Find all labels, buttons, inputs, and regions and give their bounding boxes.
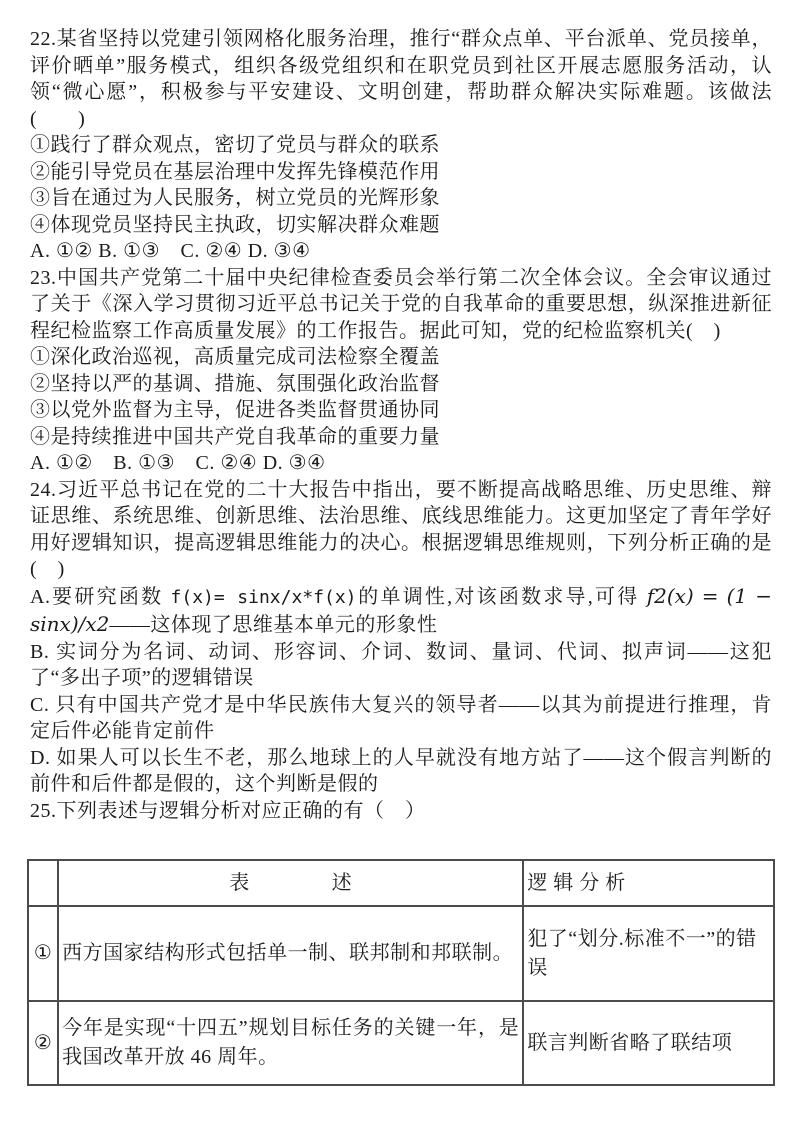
row-1-number: ① (28, 906, 58, 1001)
table-row (28, 906, 774, 1001)
question-23-stem: 23.中国共产党第二十届中央纪律检查委员会举行第二次全体会议。全会审议通过了关于《深入学习贯彻习近平总书记关于党的自我革命的重要思想，纵深推进新征程纪检监察工作高质量发展》的工作报告。据此可知，党的纪检监察机关( ) (30, 266, 772, 342)
question-24-option-c: C. 只有中国共产党才是中华民族伟大复兴的领导者——以其为前提进行推理，肯定后件必能肯定前件 (30, 693, 772, 742)
question-24-stem: 24.习近平总书记在党的二十大报告中指出，要不断提高战略思维、历史思维、辩证思维、系统思维、创新思维、法治思维、底线思维能力。这更加坚定了青年学好用好逻辑知识，提高逻辑思维能力的决心。根据逻辑思维规则，下列分析正确的是( ) (30, 478, 772, 580)
question-23-item-2: ②坚持以严的基调、措施、氛围强化政治监督 (30, 372, 440, 395)
option-a-text-2: 的单调性,对该函数求导,可得 (356, 585, 647, 608)
question-23-item-4: ④是持续推进中国共产党自我革命的重要力量 (30, 425, 440, 448)
questions-block (30, 26, 772, 856)
question-22-item-2: ②能引导党员在基层治理中发挥先锋模范作用 (30, 160, 440, 183)
question-22-item-3: ③旨在通过为人民服务，树立党员的光辉形象 (30, 187, 440, 209)
question-23-item-3: ③以党外监督为主导，促进各类监督贯通协同 (30, 399, 440, 421)
question-22-item-4: ④体现党员坚持民主执政，切实解决群众难题 (30, 213, 440, 236)
option-a-formula-2: f2(x) = (1 − sinx)/x2 (30, 583, 772, 636)
logic-analysis-table (27, 859, 775, 1086)
table-header-row (28, 860, 774, 906)
question-24-option-b: B. 实词分为名词、动词、形容词、介词、数词、量词、代词、拟声词——这犯了“多出子项”的逻辑错误 (30, 640, 772, 689)
row-2-analysis: 联言判断省略了联结项 (523, 1001, 774, 1085)
table-header-analysis: 逻 辑 分 析 (523, 860, 774, 906)
question-22-stem: 22.某省坚持以党建引领网格化服务治理，推行“群众点单、平台派单、党员接单，评价晒单”服务模式，组织各级党组织和在职党员到社区开展志愿服务活动，认领“微心愿”，积极参与平安建设、文明创建，帮助群众解决实际难题。该做法( ) (30, 28, 772, 130)
table-row (28, 1001, 774, 1085)
question-22-item-1: ①践行了群众观点，密切了党员与群众的联系 (30, 134, 440, 156)
row-2-statement: 今年是实现“十四五”规划目标任务的关键一年，是我国改革开放 46 周年。 (58, 1001, 523, 1085)
option-a-text-1: A.要研究函数 (30, 585, 171, 608)
option-a-formula-1: f(x)= sinx/x*f(x) (170, 586, 357, 608)
question-25-stem: 25.下列表述与逻辑分析对应正确的有（ ） (30, 799, 426, 822)
question-24-option-d: D. 如果人可以长生不老，那么地球上的人早就没有地方站了——这个假言判断的前件和后件都是假的，这个判断是假的 (30, 746, 772, 795)
question-23-item-1: ①深化政治巡视，高质量完成司法检察全覆盖 (30, 346, 440, 368)
row-2-number: ② (28, 1001, 58, 1085)
table-header-statement: 表 述 (58, 860, 523, 906)
table-header-num (28, 860, 58, 906)
question-24-option-a (30, 583, 772, 639)
question-22-options: A. ①② B. ①③ C. ②④ D. ③④ (30, 240, 311, 262)
option-a-text-3: ——这体现了思维基本单元的形象性 (109, 614, 438, 636)
question-23-options: A. ①② B. ①③ C. ②④ D. ③④ (30, 452, 326, 474)
row-1-analysis: 犯了“划分.标准不一”的错误 (523, 906, 774, 1001)
row-1-statement: 西方国家结构形式包括单一制、联邦制和邦联制。 (58, 906, 523, 1001)
